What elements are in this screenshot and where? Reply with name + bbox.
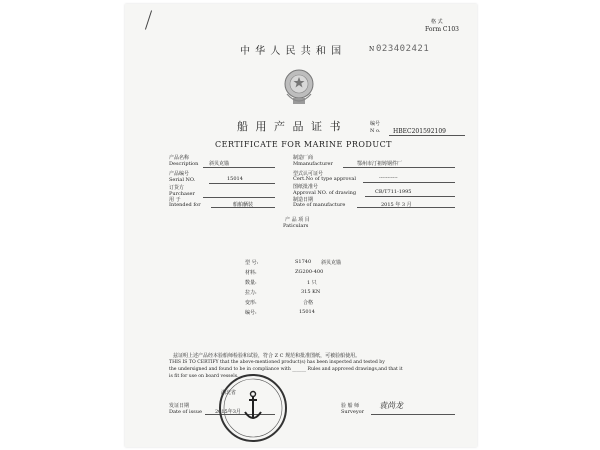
field-underline [203,197,275,198]
particular-value: ZG200-400 [295,269,324,275]
particular-value: 1 只 [307,280,317,286]
issue-date-label-cn: 发证日期 [169,403,190,409]
format-label: 格 式 [431,19,443,25]
field-label-cn: 产品编号 [169,171,190,177]
format-value: Form C103 [425,26,459,33]
field-underline [357,207,455,208]
serial-number: 023402421 [376,44,430,54]
field-value: CB/T711-1995 [375,189,412,195]
field-value: ----------- [379,175,398,181]
country-heading: 中 华 人 民 共 和 国 [240,46,343,57]
official-seal [217,372,289,444]
pen-mark [145,10,152,29]
serial-prefix: N [369,46,375,53]
field-underline [203,167,275,168]
particular-label: 编号: [245,310,257,316]
particular-label: 数量: [245,280,257,286]
field-label-cn: 图纸批准号 [293,184,319,190]
field-label-cn: 产品名称 [169,155,190,161]
issue-date: 2015年3月 [215,409,241,415]
field-label-en: Date of manufacture [293,202,346,208]
field-label-cn: 型式认可证号 [293,171,324,177]
no-label-cn: 编号 [370,121,381,127]
field-label-en: Intended for [169,202,201,208]
no-label: N o. [370,128,381,134]
certify-en-line3: is fit for use on board vessels. [169,374,239,379]
surveyor-label-cn: 验 船 师 [341,403,360,409]
cert-no-underline [389,135,465,136]
certificate-document [125,4,477,447]
certificate-number: HBEC201592109 [393,128,446,135]
national-emblem [283,64,315,114]
issue-date-label-en: Date of issue [169,409,202,415]
surveyor-label-en: Surveyor [341,409,365,415]
field-label-en: Purchaser [169,191,195,197]
field-label-en: Approval NO. of drawing [293,190,357,196]
field-label-cn: 制造厂商 [293,155,314,161]
certify-cn: 兹证明上述产品经本验船师检验和试验，符合 Z C 规范和批准图纸，可被验船使用。 [173,353,361,359]
field-label-en: Mmanufacturer [293,161,333,167]
surveyor-underline [371,414,455,415]
particular-value: 15014 [299,309,315,315]
particular-label: 变形: [245,300,257,306]
field-label-cn: 订货方 [169,185,185,191]
particular-label: 拉力: [245,290,257,296]
particular-value: S1740 [295,259,312,265]
field-underline [363,182,455,183]
field-label-en: Serial NO. [169,177,196,183]
issue-place: 湖北省 [221,390,237,396]
field-underline [211,207,275,208]
particular-extra: 斜贝克锚 [321,260,342,266]
particular-label: 型 号: [245,260,259,266]
field-label-cn: 用 于 [169,197,181,203]
certify-en-line1: THIS IS TO CERTIFY that the above-mentioned product(s) has been inspected and tested by [169,360,385,365]
field-label-en: Description [169,161,199,167]
field-value: 斜贝克锚 [209,161,230,167]
surveyor-signature: 袁尚龙 [379,401,403,410]
field-label-cn: 制造日期 [293,197,314,203]
particulars-heading-en: Paticulars [283,223,309,229]
field-underline [343,167,455,168]
certify-en-line2: the undersigned and found to be in compliance with ______ Rules and approved drawings,and that it [169,367,403,372]
title-cn: 船 用 产 品 证 书 [237,120,343,133]
particular-value: 合格 [303,300,314,306]
field-value: 鄂州市汀祖铸钢件厂 [357,161,403,167]
title-en: CERTIFICATE FOR MARINE PRODUCT [215,140,393,149]
field-value: 船舶舾装 [233,202,254,208]
field-underline [209,183,275,184]
field-label-en: Cert.No of type approval [293,176,356,182]
particular-value: 315 KN [301,289,321,295]
field-underline [365,196,455,197]
field-value: 15014 [227,176,243,182]
particular-label: 材料: [245,270,257,276]
field-value: 2015 年 3 月 [381,202,412,208]
particulars-heading-cn: 产 品 项 目 [285,217,310,223]
